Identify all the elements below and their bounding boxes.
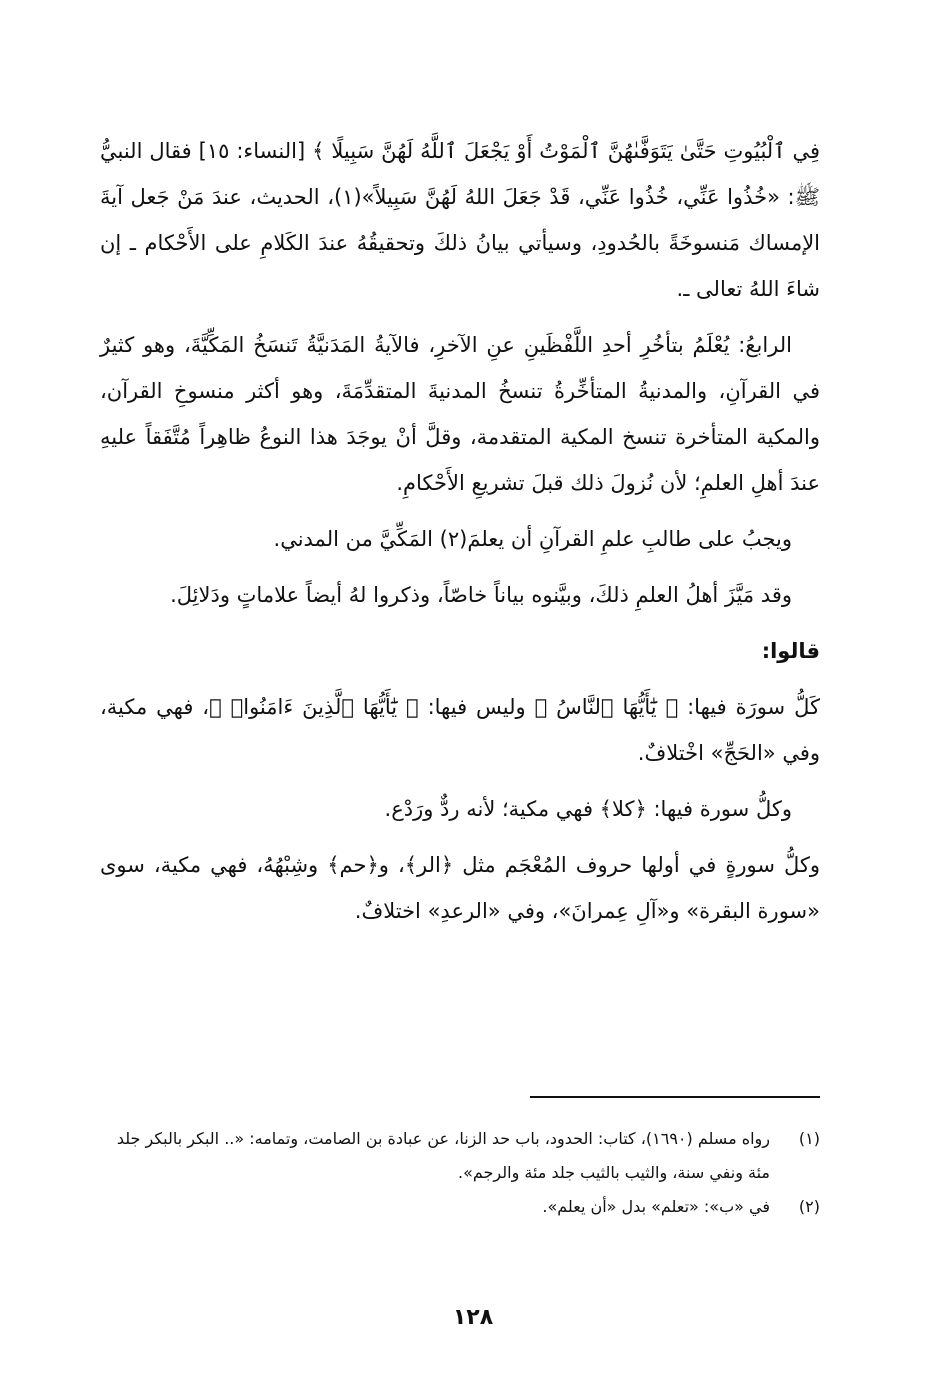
page-number: ١٢٨ [452,1305,494,1330]
section-heading: قالوا: [761,639,820,663]
paragraph-5: كَلُّ سورَة فيها: ﴿ يَٰٓأَيُّهَا ٱلنَّاسُ ﴾ وليس فيها: ﴿ يَٰٓأَيُّهَا ٱلَّذِينَ ءَامَنُوا۟ ﴾، فهي مكية، وفي «الحَجِّ» اخْتلافٌ. [100,695,820,765]
paragraph-1: فِي ٱلْبُيُوتِ حَتَّىٰ يَتَوَفَّىٰهُنَّ ٱلْمَوْتُ أَوْ يَجْعَلَ ٱللَّهُ لَهُنَّ سَبِيلًا ﴾ [النساء: ١٥] فقال النبيُّ ﷺ: «خُذُوا عَنِّي، خُذُوا عَنِّي، قَدْ جَعَلَ اللهُ لَهُنَّ سَبِيلاً»(١)، الحديث، عندَ مَنْ جَعل آيةَ الإمساك مَنسوخَةً بالحُدودِ، وسيأتي بيانُ ذلكَ وتحقيقُهُ عندَ الكَلامِ على الأَحْكام ـ إن شاءَ اللهُ تعالى ـ. [100,139,820,301]
paragraph-3: ويجبُ على طالبِ علمِ القرآنِ أن يعلمَ(٢) المَكِّيَّ من المدني. [273,527,792,551]
footnote-text: في «ب»: «تعلم» بدل «أن يعلم». [542,1197,770,1216]
footnote-divider [530,1096,820,1098]
footnote-number: (١) [798,1129,820,1148]
paragraph-6: وكلُّ سورة فيها: ﴿كلا﴾ فهي مكية؛ لأنه ردٌّ ورَدْع. [384,797,792,821]
main-text [100,128,820,944]
footnote-2 [100,1190,820,1224]
footnote-text: رواه مسلم (١٦٩٠)، كتاب: الحدود، باب حد الزنا، عن عبادة بن الصامت، وتمامه: «.. البكر بالبكر جلد مئة ونفي سنة، والثيب بالثيب جلد مئة والرجم». [116,1129,770,1182]
footnotes [100,1122,820,1224]
footnote-number: (٢) [798,1197,820,1216]
paragraph-7: وكلُّ سورةٍ في أولها حروف المُعْجَم مثل ﴿الر﴾، و﴿حم﴾ وشِبْهُهُ، فهي مكية، سوى «سورة البقرة» و«آلِ عِمرانَ»، وفي «الرعدِ» اختلافٌ. [100,853,820,923]
paragraph-4: وقد مَيَّزَ أهلُ العلمِ ذلكَ، وبيَّنوه بياناً خاصّاً، وذكروا لهُ أيضاً علاماتٍ ودَلائِلَ. [170,583,792,607]
paragraph-2: الرابعُ: يُعْلَمُ بتأخُرِ أحدِ اللَّفْظَينِ عنِ الآخرِ، فالآيةُ المَدَنيَّةُ تَنسَخُ المَكِّيَّةَ، وهو كثيرٌ في القرآنِ، والمدنيةُ المتأخِّرةُ تنسخُ المدنيةَ المتقدِّمَةَ، وهو أكثر منسوخِ القرآن، والمكية المتأخرة تنسخ المكية المتقدمة، وقلَّ أنْ يوجَدَ هذا النوعُ ظاهِراً مُتَّفَقاً عليهِ عندَ أهلِ العلمِ؛ لأن نُزولَ ذلك قبلَ تشريعِ الأَحْكامِ. [100,333,820,495]
footnote-1 [100,1122,820,1190]
